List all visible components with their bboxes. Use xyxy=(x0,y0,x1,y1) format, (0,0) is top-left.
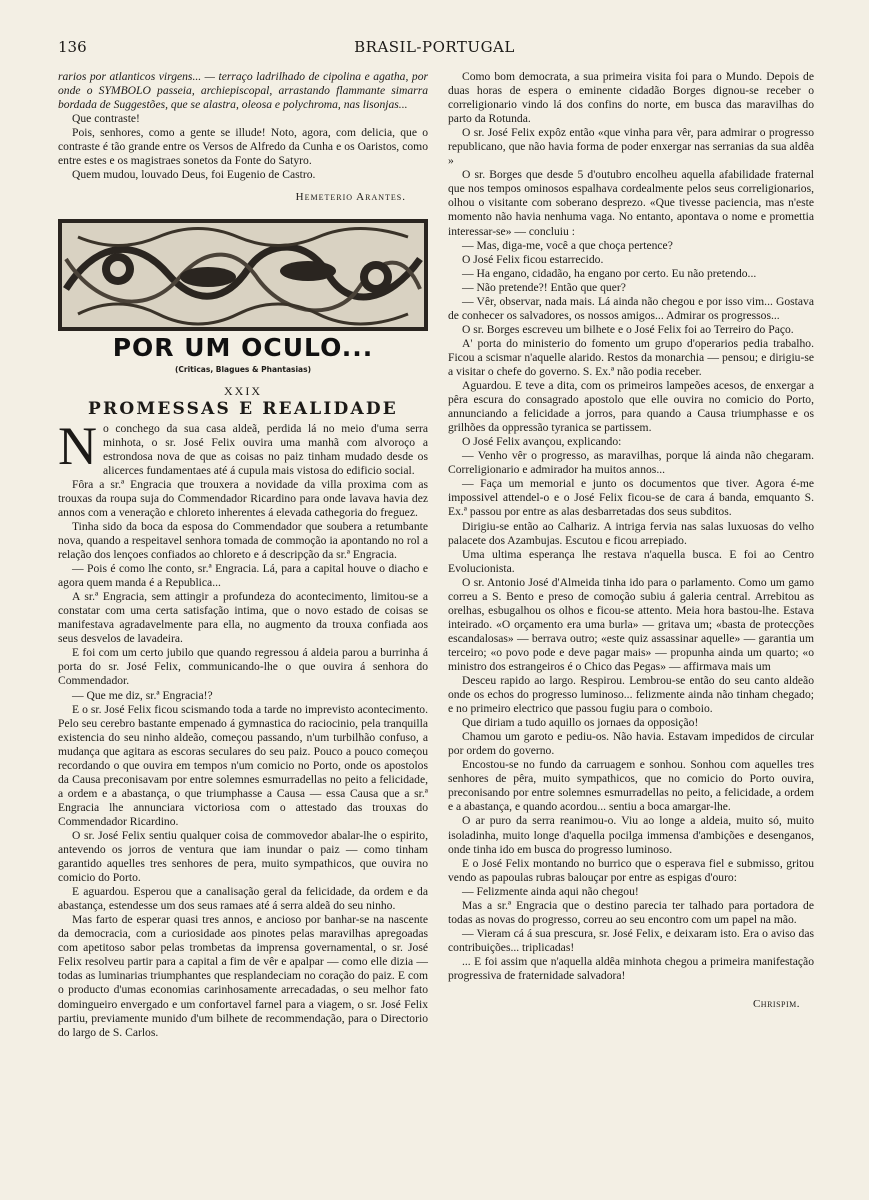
article-paragraph: Encostou-se no fundo da carruagem e sonhou. Sonhou com aquelles tres senhores de pêra, muito sympathicos, que no comicio do Porto ouvira, preconisando por entre solemnes esmurradellas no peito, a felicidade, a ordem e a abastança, e quando acordou... sentiu a boca amargar-lhe. xyxy=(448,758,814,814)
article-paragraph: O sr. José Felix expôz então «que vinha para vêr, para admirar o progresso republicano, que não havia forma de poder enxergar nas serranias da sua aldêa » xyxy=(448,126,814,168)
article-paragraph: E o sr. José Felix ficou scismando toda a tarde no imprevisto acontecimento. Pelo seu cerebro bastante empenado á gymnastica do raciocinio, pela tranquilla existencia do seu ninho aldeão, começou passando, n'um turbilhão confuso, a mudança que agitara as escoras seculares do seu paiz. Pouco a pouco começou recordando o que ouvira em tempos n'um comicio no Porto, onde os apostolos da Causa preconisavam por entre solemnes esmurradellas no peito a felicidade, a ordem e a abastança, o que triumphasse a Causa — essa Causa que a sr.ª Engracia lhe annunciara victoriosa com o attestado das trouxas do Commendador Ricardino. xyxy=(58,702,428,828)
article-paragraph: Fôra a sr.ª Engracia que trouxera a novidade da villa proxima com as trouxas da roupa suja do Commendador Ricardino para onde lavava havia dez annos com a veneração e chloreto inherentes á elevada cathegoria do freguez. xyxy=(58,477,428,519)
running-head xyxy=(58,38,811,60)
article-paragraph: — Mas, diga-me, você a que choça pertence? xyxy=(462,238,673,252)
article-paragraph: Mas a sr.ª Engracia que o destino parecia ter talhado para portadora de todas as novas do progresso, correu ao seu encontro com um papel na mão. xyxy=(448,898,814,926)
article-paragraph: Dirigiu-se então ao Calhariz. A intriga fervia nas salas luxuosas do velho palacete dos Azambujas. Escutou e ficou arrepiado. xyxy=(448,519,814,547)
article-paragraph: — Ha engano, cidadão, ha engano por certo. Eu não pretendo... xyxy=(462,266,757,280)
section-subtitle: (Criticas, Blagues & Phantasias) xyxy=(174,365,312,375)
article-paragraph: O ar puro da serra reanimou-o. Viu ao longe a aldeia, muito só, muito isoladinha, muito longe d'aquella pocilga immensa d'ambições e desenganos, onde tinha ido em busca do progresso luminoso. xyxy=(448,814,814,856)
article-paragraph: A' porta do ministerio do fomento um grupo d'operarios pedia trabalho. Ficou a scismar n'aquelle alarido. Restos da monarchia — pensou; e dirigiu-se a visitar o chefe do governo. S. Ex.ª não podia receber. xyxy=(448,336,814,378)
article-paragraph: Uma ultima esperança lhe restava n'aquella busca. E foi ao Centro Evolucionista. xyxy=(448,547,814,575)
article-paragraph: O sr. Borges que desde 5 d'outubro encolheu aquella afabilidade fraternal que nos tempos ominosos espalhava cordealmente pelos seus correligionarios, olhou o visitante com soberano desprezo. «Que tivesse paciencia, mas n'este momento não havia nenhuma vaga. No entanto, apontava o nome e promettia interessar-se» — concluiu : xyxy=(448,168,814,238)
article-title: PROMESSAS E REALIDADE xyxy=(88,398,398,419)
article-paragraph: — Felizmente ainda aqui não chegou! xyxy=(462,884,639,898)
article-paragraph: — Vêr, observar, nada mais. Lá ainda não chegou e por isso vim... Gostava de conhecer os salvadores, os nossos amigos... Admirar os progressos... xyxy=(448,294,814,322)
drop-cap: N xyxy=(58,415,97,476)
intro-signature: Hemeterio Arantes. xyxy=(295,191,406,204)
article-paragraph: Tinha sido da boca da esposa do Commendador que soubera a retumbante nova, quando a respeitavel senhora tomada de commoção ia apontando no rol a relação dos lençoes confiados ao chloreto e á descripção da sr.ª Engracia. xyxy=(58,519,428,562)
opening-paragraph xyxy=(58,415,428,478)
article-number: XXIX xyxy=(224,383,262,398)
page-number: 136 xyxy=(58,38,87,56)
article-paragraph: ... E foi assim que n'aquella aldêa minhota chegou a primeira manifestação progressiva de fraternidade salvadora! xyxy=(448,954,814,982)
article-paragraph: Desceu rapido ao largo. Respirou. Lembrou-se então do seu canto aldeão onde os echos do progresso luminoso... felizmente ainda não tinham chegado; e no primeiro electrico que passou fugiu para o comboio. xyxy=(448,674,814,716)
article-paragraph: A sr.ª Engracia, sem attingir a profundeza do acontecimento, limitou-se a constatar com uma certa satisfação intima, que o novo estado de coisas se manifestava agradavelmente para ella, no augmento da trouxa confiada aos seus desvelos de lavadeira. xyxy=(58,590,428,646)
ornamental-engraving-banner xyxy=(58,219,428,331)
article-paragraph: — Faça um memorial e junto os documentos que tiver. Agora é-me impossivel attendel-o e o José Felix ficou-se de cara á banda, emquanto S. Ex.ª passou por entre as alas desbarretadas dos seus subditos. xyxy=(448,477,814,519)
intro-paragraph: Pois, senhores, como a gente se illude! Noto, agora, com delicia, que o contraste é tão grande entre os Versos de Alfredo da Cunha e os Oaristos, como entre estes e os magistraes sonetos da Fonte do Satyro. xyxy=(58,126,428,168)
article-paragraph: — Pois é como lhe conto, sr.ª Engracia. Lá, para a capital houve o diacho e agora quem manda é a Republica... xyxy=(58,562,428,590)
article-paragraph: Aguardou. E teve a dita, com os primeiros lampeões acesos, de enxergar a pêra escura do consagrado apostolo que elle ouvira no comicio do Porto, annunciando a felicidade a jorros, para quando a Causa triumphasse e os grilhões da oppressão tyranica se partissem. xyxy=(448,379,814,435)
article-paragraph: E aguardou. Esperou que a canalisação geral da felicidade, da ordem e da abastança, estendesse um dos seus ramaes até á serra aldeã do seu ninho. xyxy=(58,885,428,913)
opening-paragraph-text: o conchego da sua casa aldeã, perdida lá no meio d'uma serra minhota, o sr. José Felix ouvira uma manhã com alvoroço a estrondosa nova de que as coisas no paiz tinham mudado desde os alicerces fundamentaes até á cupula mais vistosa do edificio social. xyxy=(103,421,428,477)
article-paragraph: O sr. Antonio José d'Almeida tinha ido para o parlamento. Como um gamo correu a S. Bento e preso de comoção subiu á galeria central. Arrebitou as orelhas, esbugalhou os olhos e ficou-se attento. Meia hora bastou-lhe. Estava inteirado. «O orçamento era uma burla» — gritava um; «basta de protecções escandalosas» — berrava outro; «este quiz assassinar aquelle» — garantia um terceiro; «o povo pode e deve pagar mais» — propunha ainda um quarto; «o ministro dos estrangeiros é o Chico das Pegas» — affirmava mais um xyxy=(448,575,814,673)
article-paragraph: E foi com um certo jubilo que quando regressou á aldeia parou a burrinha á porta do sr. José Felix, communicando-lhe o que ouvira á senhora do Commendador. xyxy=(58,646,428,688)
intro-paragraph: Que contraste! xyxy=(72,112,140,126)
right-column xyxy=(448,70,814,1011)
article-paragraph: — Vieram cá á sua prescura, sr. José Felix, e deixaram isto. Era o aviso das contribuições... triplicadas! xyxy=(448,926,814,954)
article-paragraph: O sr. Borges escreveu um bilhete e o José Felix foi ao Terreiro do Paço. xyxy=(462,322,794,336)
article-paragraph: Chamou um garoto e pediu-os. Não havia. Estavam impedidos de circular por ordem do governo. xyxy=(448,730,814,758)
article-paragraph: Que diriam a tudo aquillo os jornaes da opposição! xyxy=(462,716,699,730)
article-paragraph: — Que me diz, sr.ª Engracia!? xyxy=(72,688,213,702)
author-signature: Chrispim. xyxy=(752,998,800,1011)
article-paragraph: Como bom democrata, a sua primeira visita foi para o Mundo. Depois de duas horas de espera o eminente cidadão Borges dignou-se receber o correligionario vindo lá dos confins do norte, em busca das maravilhas do parto da Rotunda. xyxy=(448,70,814,126)
left-column xyxy=(58,70,428,1040)
article-paragraph: — Venho vêr o progresso, as maravilhas, porque lá ainda não chegaram. Correligionario e admirador ha muitos annos... xyxy=(448,449,814,477)
article-paragraph: O José Felix ficou estarrecido. xyxy=(462,252,604,266)
journal-title: BRASIL-PORTUGAL xyxy=(354,38,515,56)
section-title: POR UM OCULO... xyxy=(112,333,374,363)
article-paragraph: E o José Felix montando no burrico que o esperava fiel e submisso, gritou vendo as papoulas rubras balouçar por entre as espigas d'ouro: xyxy=(448,856,814,884)
intro-paragraph: rarios por atlanticos virgens... — terraço ladrilhado de cipolina e agatha, por onde o SYMBOLO passeia, archiepiscopal, arrastando flammante simarra bordada de Suggestões, que se alastra, oleosa e polychroma, nas lisonjas... xyxy=(58,70,428,112)
article-paragraph: O José Felix avançou, explicando: xyxy=(462,435,622,449)
article-paragraph: — Não pretende?! Então que quer? xyxy=(462,280,626,294)
intro-paragraph: Quem mudou, louvado Deus, foi Eugenio de Castro. xyxy=(72,168,316,182)
article-paragraph: O sr. José Felix sentiu qualquer coisa de commovedor abalar-lhe o espirito, antevendo os jorros de ventura que iam inundar o paiz — como tinham garantido aquelles tres senhores de pera, muito sympathicos, que ouvira no comicio do Porto. xyxy=(58,828,428,885)
article-paragraph: Mas farto de esperar quasi tres annos, e ancioso por banhar-se na nascente da democracia, com a curiosidade aos pinotes pelas maravilhas apregoadas com apetitoso sabor pelas trombetas da imprensa governamental, o sr. José Felix resolveu partir para a capital a fim de vêr e apalpar — como elle dizia — todas as luminarias triumphantes que resplandeciam no coração do paiz. E com o producto d'umas economias carinhosamente arrecadadas, o seu melhor fato domingueiro envergado e um confortavel farnel para a viagem, o sr. José Felix partiu, previamente munido d'um bilhete de recommendação, para o Directorio do largo de S. Carlos. xyxy=(58,913,428,1039)
